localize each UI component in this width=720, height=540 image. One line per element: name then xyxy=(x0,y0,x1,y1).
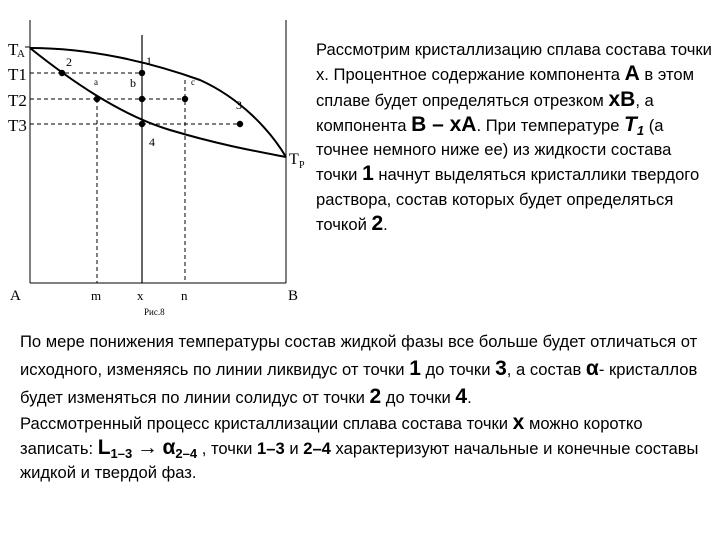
label-point-3: 3 xyxy=(236,98,242,112)
label-axis-x: x xyxy=(137,288,144,303)
text-run: (а точнее немного ниже ее) из жидкости состава точки xyxy=(316,115,672,185)
text-run: , а состав xyxy=(506,360,586,379)
text-liquid-sub: 1–3 xyxy=(110,446,133,461)
text-run: и xyxy=(284,439,304,458)
label-point-b: b xyxy=(130,76,136,90)
text-run: можно коротко записать: xyxy=(20,414,643,458)
text-run: до точки xyxy=(381,388,456,407)
text-temperature-sub: 1 xyxy=(636,122,645,138)
text-point-2: 2 xyxy=(369,385,382,408)
text-run: - кристаллов будет изменяться по линии солидус от точки xyxy=(20,360,698,407)
text-point-1: 1 xyxy=(362,162,374,186)
label-point-1: 1 xyxy=(146,54,152,68)
point-2 xyxy=(59,70,65,76)
label-tb: T xyxy=(289,151,299,168)
text-alpha: α xyxy=(162,436,176,459)
text-x: х xyxy=(512,411,525,434)
bottom-paragraphs xyxy=(20,328,716,485)
label-t3: T3 xyxy=(8,116,27,135)
label-axis-m: m xyxy=(91,288,102,303)
label-a-top: A xyxy=(17,48,25,60)
label-point-c: c xyxy=(191,77,195,87)
text-segment-xa: В – хА xyxy=(411,112,477,136)
label-axis-b: B xyxy=(288,288,299,304)
text-run: , точки xyxy=(197,439,258,458)
point-4 xyxy=(139,121,145,127)
paragraph-2 xyxy=(20,328,716,411)
text-run: . xyxy=(467,388,472,407)
text-liquid: L xyxy=(97,436,111,459)
text-run: . При температуре xyxy=(476,115,625,135)
right-paragraph xyxy=(316,38,716,237)
text-temperature: Т xyxy=(624,112,637,136)
label-tb-sub: P xyxy=(299,160,305,171)
label-point-4: 4 xyxy=(149,135,155,149)
point-3 xyxy=(237,121,243,127)
label-t1: T1 xyxy=(8,65,27,84)
text-point-2: 2 xyxy=(371,212,384,236)
text-segment-xb: хВ xyxy=(608,87,636,111)
text-run: до точки xyxy=(420,360,496,379)
text-run: , а компонента xyxy=(316,90,654,135)
text-point-4: 4 xyxy=(455,385,468,408)
text-alpha-sub: 2–4 xyxy=(175,446,198,461)
text-alpha: α xyxy=(585,357,599,380)
figure-caption: Рис.8 xyxy=(144,307,165,317)
text-run: начнут выделяться кристаллики твердого раствора, состав которых будет определяться точкой xyxy=(316,165,700,235)
text-component-a: А xyxy=(624,62,640,86)
label-axis-n: n xyxy=(181,288,188,303)
label-point-2: 2 xyxy=(66,55,72,69)
label-t: T xyxy=(8,40,19,59)
label-axis-a: A xyxy=(10,288,21,304)
point-1 xyxy=(139,70,145,76)
text-run: в этом сплаве будет определяться отрезком xyxy=(316,65,695,110)
text-run: По мере понижения температуры состав жидкой фазы все больше будет отличаться от исходного, изменяясь по линии ликвидус от точки xyxy=(20,332,698,379)
point-a xyxy=(94,96,100,102)
paragraph-3 xyxy=(20,411,716,485)
text-point-3: 3 xyxy=(495,357,507,380)
text-pair-2-4: 2–4 xyxy=(303,439,331,458)
text-run: . xyxy=(383,215,388,235)
arrow-icon: → xyxy=(136,436,158,459)
text-run: Рассмотрим кристаллизацию сплава состава точки х. Процентное содержание компонента xyxy=(316,40,712,85)
point-c xyxy=(182,96,188,102)
text-point-1: 1 xyxy=(409,357,421,380)
text-run: характеризуют начальные и конечные составы жидкой и твердой фаз. xyxy=(20,439,699,482)
text-pair-1-3: 1–3 xyxy=(257,439,285,458)
phase-diagram xyxy=(0,0,310,330)
label-point-a: a xyxy=(94,77,98,87)
text-run: Рассмотренный процесс кристаллизации сплава состава точки xyxy=(20,414,513,433)
point-b xyxy=(139,96,145,102)
label-t2: T2 xyxy=(8,91,27,110)
